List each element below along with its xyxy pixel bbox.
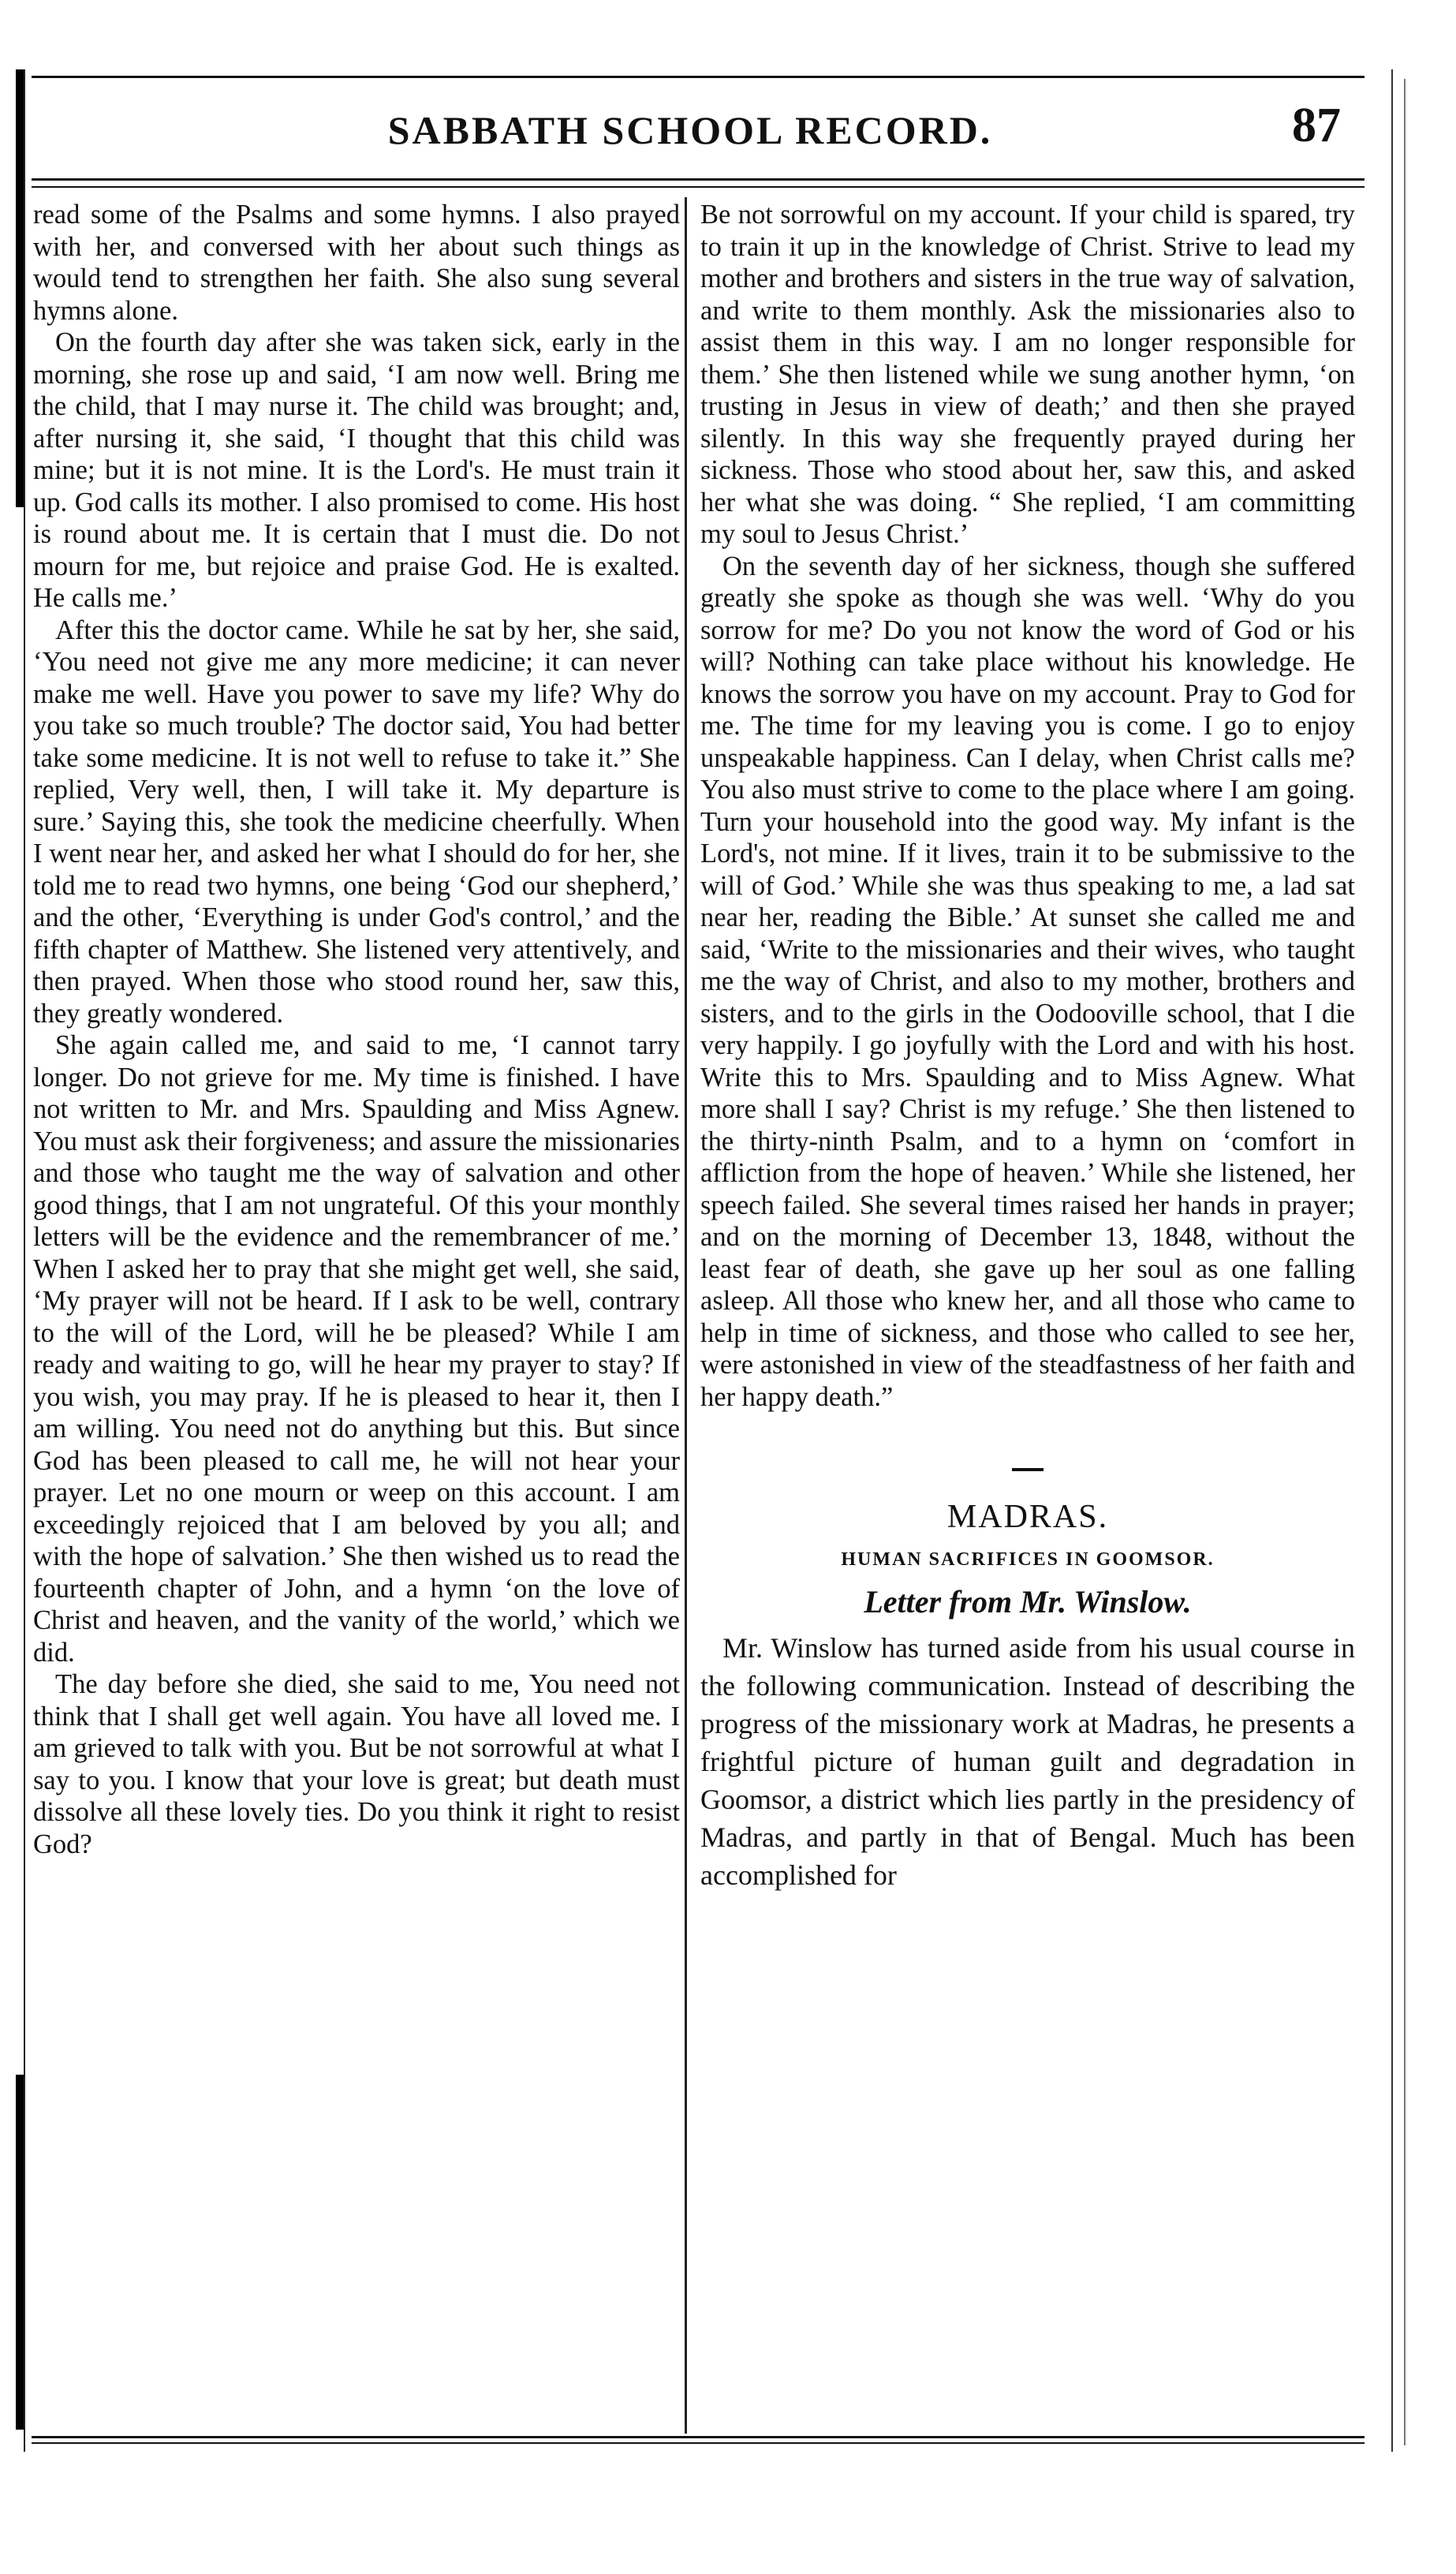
top-border-rule [32,76,1365,78]
page-header [39,95,1341,166]
scan-edge-shadow-lower [16,2075,24,2430]
frame-right-outer-line [1404,79,1406,2445]
left-paragraph: On the fourth day after she was taken sick, early in the morning, she rose up and said, ‘I am now well. Bring me the child, that I may nurse it. The child was brought; and, after nursing it, she said, ‘I thought that this child was mine; but it is not mine. It is the Lord's. He must train it up. God calls its mother. I also promised to come. His host is round about me. It is certain that I must die. Do not mourn for me, but rejoice and praise God. He is exalted. He calls me.’ [33,327,680,613]
column-divider [685,197,687,2434]
left-paragraph: After this the doctor came. While he sat by her, she said, ‘You need not give me any more medicine; it can never make me well. Have you power to save my life? Why do you take so much trouble? The doctor said, You had better take some medicine. It is not well to refuse to take it.” She replied, Very well, then, I will take it. My departure is sure.’ Saying this, she took the medicine cheerfully. When I went near her, and asked her what I should do for her, she told me to read two hymns, one being ‘God our shepherd,’ and the other, ‘Everything is under God's control,’ and the fifth chapter of Matthew. She listened very attentively, and then prayed. When those who stood round her, saw this, they greatly wondered. [33,615,680,1029]
section-body-paragraph: Mr. Winslow has turned aside from his usual course in the following communication. Instead of describing the progress of the missionary work at Madras, he presents a frightful picture of human guilt and degradation in Goomsor, a district which lies partly in the presidency of Madras, and partly in that of Bengal. Much has been accomplished for [700,1632,1355,1891]
frame-left-line [24,69,25,2452]
left-column [33,199,680,2431]
right-paragraph: On the seventh day of her sickness, though she suffered greatly she spoke as though she was well. ‘Why do you sorrow for me? Do you not know the word of God or his will? Nothing can take place without his knowledge. He knows the sorrow you have on my account. Pray to God for me. The time for my leaving you is come. I go to enjoy unspeakable happiness. Can I delay, when Christ calls me? You also must strive to come to the place where I am going. Turn your household into the good way. My infant is the Lord's, not mine. If it lives, train it to be submissive to the will of God.’ While she was thus speaking to me, a lad sat near her, reading the Bible.’ At sunset she called me and said, ‘Write to the missionaries and their wives, who taught me the way of Christ, and also to my mother, brothers and sisters, and to the girls in the Oodooville school, that I die very happily. I go joyfully with the Lord and with his host. Write this to Mrs. Spaulding and to Miss Agnew. What more shall I say? Christ is my refuge.’ She then listened to the thirty-ninth Psalm, and to a hymn on ‘comfort in affliction from the hope of heaven.’ While she listened, her speech failed. She several times raised her hands in prayer; and on the morning of December 13, 1848, without the least fear of death, she gave up her soul as one falling asleep. All those who knew her, and all those who came to help in time of sickness, and those who called to see her, were astonished in view of the steadfastness of her faith and her happy death.” [700,551,1355,1412]
bottom-rule-top [32,2436,1365,2438]
scan-edge-shadow [16,69,24,507]
right-paragraph: Be not sorrowful on my account. If your child is spared, try to train it up in the knowledge of Christ. Strive to lead my mother and brothers and sisters in the true way of salvation, and write to them monthly. Ask the missionaries also to assist them in this way. I am no longer responsible for them.’ She then listened while we sung another hymn, ‘on trusting in Jesus in view of death;’ and then she prayed silently. In this way she frequently prayed during her sickness. Those who stood about her, saw this, and asked her what she was doing. “ She replied, ‘I am committing my soul to Jesus Christ.’ [700,200,1355,549]
section-subtitle: HUMAN SACRIFICES IN GOOMSOR. [841,1549,1215,1570]
header-rule-bottom [32,186,1365,188]
right-column [700,199,1355,2431]
left-paragraph: The day before she died, she said to me, You need not think that I shall get well again. You have all loved me. I am grieved to talk with you. But be not sorrowful at what I say to you. I know that your love is great; but death must dissolve all these lovely ties. Do you think it right to resist God? [33,1669,680,1859]
section-separator [1012,1468,1043,1471]
frame-right-line [1391,69,1393,2452]
left-paragraph: She again called me, and said to me, ‘I cannot tarry longer. Do not grieve for me. My time is finished. I have not written to Mr. and Mrs. Spaulding and Miss Agnew. You must ask their forgiveness; and assure the missionaries and those who taught me the way of salvation and other good things, that I am not ungrateful. Of this your monthly letters will be the evidence and the remembrancer of me.’ When I asked her to pray that she might get well, she said, ‘My prayer will not be heard. If I ask to be well, contrary to the will of the Lord, will he be pleased? While I am ready and waiting to go, will he hear my prayer to stay? If you wish, you may pray. If he is pleased to hear it, then I am willing. You need not do anything but this. But since God has been pleased to call me, he will not hear your prayer. Let no one mourn or weep on this account. I am exceedingly rejoiced that I am beloved by you all; and with the hope of salvation.’ She then wished us to read the fourteenth chapter of John, and a hymn ‘on the love of Christ and heaven, and the vanity of the world,’ which we did. [33,1030,680,1668]
bottom-rule-bottom [32,2442,1365,2444]
running-title: SABBATH SCHOOL RECORD. [387,108,993,152]
section-letter-heading: Letter from Mr. Winslow. [864,1584,1192,1619]
header-rule-top [32,178,1365,181]
section-title: MADRAS. [946,1499,1109,1535]
page-number: 87 [1292,99,1341,152]
left-paragraph: read some of the Psalms and some hymns. I also prayed with her, and conversed with her about such things as would tend to strengthen her faith. She also sung several hymns alone. [33,200,680,326]
